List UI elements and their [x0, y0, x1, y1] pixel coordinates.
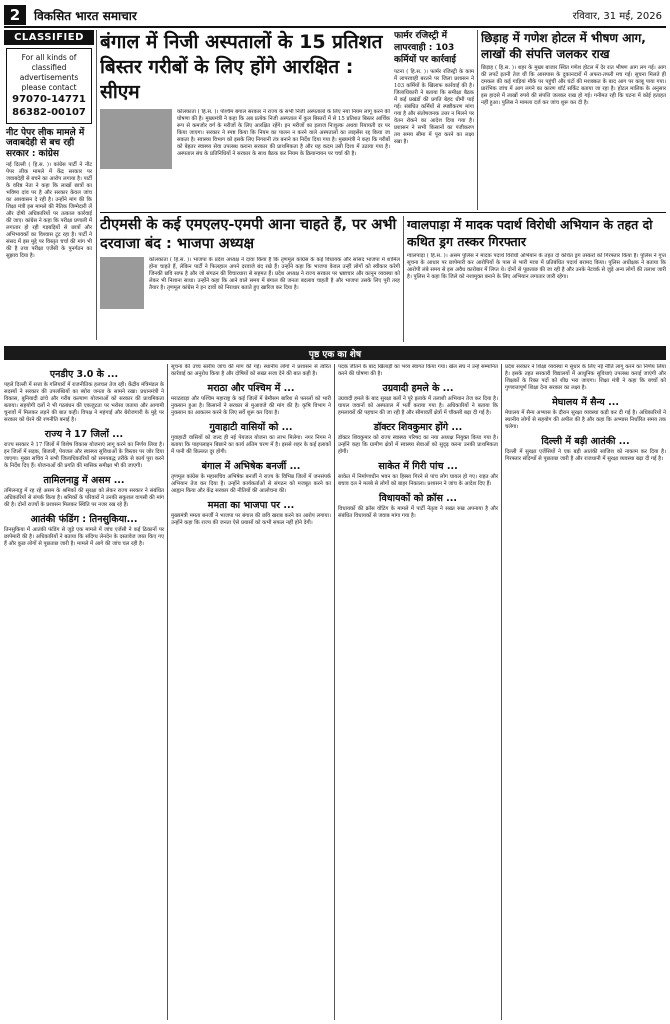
column-rule — [96, 30, 97, 340]
col2-body: सूचना की उच्च स्तरीय जांच की मांग की गई। स्थानीय लोगों ने प्रशासन से त्वरित कार्रवाई का अनुरोध किया है और दोषियों को सख्त सजा देने की बात कही है। — [171, 364, 331, 377]
classified-line: please contact — [21, 83, 77, 92]
drug-story — [407, 216, 666, 342]
continuation-col-2 — [171, 364, 331, 1020]
col1-heading: आतंकी फंडिंग : तिनसुकिया... — [30, 514, 138, 525]
paper-name: विकसित भारत समाचार — [34, 8, 137, 23]
continuation-col-1 — [4, 364, 164, 1020]
col1-body: पहले दिल्ली में सत्ता के गलियारों में राजनीतिक हलचल तेज रही। केंद्रीय मंत्रिमंडल के सदस्यों ने सरकार की उपलब्धियों का ब्योरा जनता के सामने रखा। प्रधानमंत्री ने विकास, बुनियादी ढांचे और गरीब कल्याण योजनाओं को सरकार की प्राथमिकता बताया। सहयोगी दलों ने भी गठबंधन की एकजुटता पर भरोसा जताया और आगामी चुनावों में मिलकर लड़ने की बात कही। विपक्ष ने महंगाई और बेरोजगारी के मुद्दे पर सरकार को घेरने की रणनीति बनाई है। — [4, 382, 164, 423]
classified-line: For all kinds of — [21, 53, 77, 62]
tmc-story — [100, 216, 400, 342]
fire-story-body: छिड़ाह ( हि.स. )। शहर के मुख्य बाजार स्थित गणेश होटल में देर रात भीषण आग लग गई। आग की लपटें इतनी तेज थीं कि आसपास के दुकानदारों में अफरा-तफरी मच गई। सूचना मिलते ही दमकल की कई गाड़ियां मौके पर पहुंचीं और घंटों की मशक्कत के बाद आग पर काबू पाया गया। प्रारंभिक जांच में आग लगने का कारण शॉर्ट सर्किट बताया जा रहा है। होटल मालिक के अनुसार इस हादसे में लाखों रुपये की संपत्ति जलकर राख हो गई। गनीमत रही कि घटना में कोई हताहत नहीं हुआ। पुलिस ने मामला दर्ज कर जांच शुरू कर दी है। — [481, 65, 666, 106]
col3-body: पदक जीतने के बाद खिलाड़ी का भव्य स्वागत किया गया। खेल संघ ने उन्हें सम्मानित करने की घोषणा की है। — [338, 364, 498, 377]
classified-phone: 97070-14771 — [12, 94, 86, 105]
farmer-story — [394, 30, 474, 210]
main-story-body: कोलकाता ( हि.स. )। पश्चिम बंगाल सरकार ने राज्य के सभी निजी अस्पतालों के लिए नया नियम लागू करने की घोषणा की है। मुख्यमंत्री ने कहा कि अब प्रत्येक निजी अस्पताल में कुल बिस्तरों में से 15 प्रतिशत बिस्तर आर्थिक रूप से कमजोर वर्ग के मरीजों के लिए आरक्षित रहेंगे। इन मरीजों का इलाज निःशुल्क अथवा रियायती दर पर किया जाएगा। सरकार ने स्पष्ट किया कि नियम का पालन न करने वाले अस्पतालों का लाइसेंस रद्द किया जा सकता है। स्वास्थ्य विभाग को इसके लिए निगरानी तंत्र बनाने का निर्देश दिया गया है। मुख्यमंत्री ने कहा कि गरीबों को बेहतर स्वास्थ्य सेवा उपलब्ध कराना सरकार की प्राथमिकता है और यह कदम उसी दिशा में उठाया गया है। अस्पताल संघ के प्रतिनिधियों ने सरकार के साथ बैठक कर नियम के क्रियान्वयन पर चर्चा की है। — [177, 109, 390, 157]
col3-heading: उग्रवादी हमले के ... — [382, 383, 454, 394]
col1-body: तमिलनाडु में रह रहे असम के श्रमिकों की सुरक्षा को लेकर राज्य सरकार ने संबंधित अधिकारियों से संपर्क किया है। श्रमिकों के परिवारों ने उनकी सकुशल वापसी की मांग की है। दोनों राज्यों के प्रशासन मिलकर स्थिति पर नजर रख रहे हैं। — [4, 488, 164, 508]
col3-body: उग्रवादी हमले के बाद सुरक्षा बलों ने पूरे इलाके में तलाशी अभियान तेज कर दिया है। घायल जवानों को अस्पताल में भर्ती कराया गया है। अधिकारियों ने बताया कि हमलावरों की पहचान की जा रही है और सीमावर्ती क्षेत्रों में चौकसी बढ़ा दी गई है। — [338, 396, 498, 416]
col1-body: राज्य सरकार ने 17 जिलों में विशेष विकास योजनाएं लागू करने का निर्णय लिया है। इन जिलों में सड़क, बिजली, पेयजल और स्वास्थ्य सुविधाओं के विस्तार पर जोर दिया जाएगा। मुख्य सचिव ने सभी जिलाधिकारियों को समयबद्ध तरीके से कार्य पूरा करने के निर्देश दिए हैं। योजनाओं की प्रगति की मासिक समीक्षा भी की जाएगी। — [4, 442, 164, 469]
col2-heading: मराठा और पश्चिम में ... — [207, 383, 295, 394]
col3-body: साकेत में निर्माणाधीन भवन का हिस्सा गिरने से पांच लोग घायल हो गए। राहत और बचाव दल ने मलबे से लोगों को बाहर निकाला। प्रशासन ने जांच के आदेश दिए हैं। — [338, 474, 498, 487]
main-story-headline: बंगाल में निजी अस्पतालों के 15 प्रतिशत बिस्तर गरीबों के लिए होंगे आरक्षित : सीएम — [100, 31, 383, 103]
col1-heading: राज्य ने 17 जिलों ... — [44, 429, 124, 440]
col4-body: दिल्ली में सुरक्षा एजेंसियों ने एक बड़ी आतंकी साजिश को नाकाम कर दिया है। गिरफ्तार संदिग्धों से पूछताछ जारी है और राजधानी में सुरक्षा व्यवस्था बढ़ा दी गई है। — [505, 449, 666, 462]
col1-heading: एनडीए 3.0 के ... — [49, 369, 119, 380]
dateline: रविवार, 31 मई, 2026 — [572, 11, 662, 22]
classified-line: classified — [31, 63, 67, 72]
farmer-story-headline: फार्मर रजिस्ट्री में लापरवाही : 103 कर्मियों पर कार्रवाई — [394, 31, 456, 65]
col3-heading: डॉक्टर शिवकुमार होंगे ... — [373, 422, 463, 433]
classified-box — [6, 48, 92, 124]
col3-body: विधायकों की क्रॉस वोटिंग के मामले में पार्टी नेतृत्व ने सख्त रुख अपनाया है और संबंधित विधायकों से जवाब मांगा गया है। — [338, 506, 498, 519]
farmer-story-body: पटना ( हि.स. )। फार्मर रजिस्ट्री के काम में लापरवाही बरतने पर जिला प्रशासन ने 103 कर्मियों के खिलाफ कार्रवाई की है। जिलाधिकारी ने बताया कि समीक्षा बैठक में कई प्रखंडों की प्रगति बेहद धीमी पाई गई। संबंधित कर्मियों से स्पष्टीकरण मांगा गया है और संतोषजनक उत्तर न मिलने पर वेतन रोकने का आदेश दिया गया है। प्रशासन ने सभी किसानों का पंजीकरण तय समय सीमा में पूरा करने का लक्ष्य रखा है। — [394, 69, 474, 145]
col3-heading: विधायकों को क्रॉस ... — [379, 493, 457, 504]
col2-body: मराठवाड़ा और पश्चिम महाराष्ट्र के कई जिलों में बेमौसम बारिश से फसलों को भारी नुकसान हुआ है। किसानों ने सरकार से मुआवजे की मांग की है। कृषि विभाग ने नुकसान का आकलन करने के लिए सर्वे शुरू कर दिया है। — [171, 396, 331, 416]
classified-tag: CLASSIFIED — [4, 30, 94, 45]
col2-heading: बंगाल में अभिषेक बनर्जी ... — [201, 461, 301, 472]
col2-heading: गुवाहाटी वासियों को ... — [209, 422, 293, 433]
main-story-photo — [100, 109, 172, 169]
tmc-story-headline: टीएमसी के कई एमएलए-एमपी आना चाहते हैं, पर अभी दरवाजा बंद : भाजपा अध्यक्ष — [100, 217, 397, 252]
column-rule — [334, 364, 335, 1020]
continuation-col-4 — [505, 364, 666, 1020]
col4-body: प्रदेश सरकार ने शिक्षा व्यवस्था में सुधार के लिए नई नीति लागू करने का निर्णय लिया है। इसके तहत सरकारी विद्यालयों में आधुनिक सुविधाएं उपलब्ध कराई जाएंगी और शिक्षकों के रिक्त पदों को शीघ्र भरा जाएगा। शिक्षा मंत्री ने कहा कि बच्चों को गुणवत्तापूर्ण शिक्षा देना सरकार का लक्ष्य है। — [505, 364, 666, 391]
col2-body: मुख्यमंत्री ममता बनर्जी ने भाजपा पर बंगाल की छवि खराब करने का आरोप लगाया। उन्होंने कहा कि राज्य की जनता ऐसे प्रयासों को कभी सफल नहीं होने देगी। — [171, 513, 331, 526]
col2-body: गुवाहाटी वासियों को जल्द ही नई पेयजल योजना का लाभ मिलेगा। नगर निगम ने बताया कि पाइपलाइन बिछाने का कार्य अंतिम चरण में है। इससे शहर के कई इलाकों में पानी की किल्लत दूर होगी। — [171, 435, 331, 455]
left-column — [4, 30, 94, 340]
column-rule — [501, 364, 502, 1020]
col4-heading: मेघालय में सैन्य ... — [552, 397, 619, 408]
drug-story-body: ग्वालपाड़ा ( हि.स. )। असम पुलिस ने मादक पदार्थ विरोधी अभियान के तहत दो कथित ड्रग तस्करों को गिरफ्तार किया है। पुलिस ने गुप्त सूचना के आधार पर छापेमारी कर आरोपियों के पास से भारी मात्रा में प्रतिबंधित पदार्थ बरामद किया। पुलिस अधीक्षक ने बताया कि आरोपी लंबे समय से इस अवैध कारोबार में लिप्त थे। दोनों से पूछताछ की जा रही है और उनके नेटवर्क से जुड़े अन्य लोगों की तलाश जारी है। पुलिस ने कहा कि जिले को नशामुक्त बनाने के लिए अभियान लगातार जारी रहेगा। — [407, 253, 666, 280]
fire-story — [481, 30, 666, 210]
col1-body: तिनसुकिया में आतंकी फंडिंग से जुड़े एक मामले में जांच एजेंसी ने कई ठिकानों पर छापेमारी की है। अधिकारियों ने बताया कि संदिग्ध लेनदेन के दस्तावेज जब्त किए गए हैं और कुछ लोगों से पूछताछ जारी है। मामले में आगे की जांच चल रही है। — [4, 527, 164, 547]
col2-heading: ममता का भाजपा पर ... — [207, 500, 295, 511]
col2-body: तृणमूल कांग्रेस के महासचिव अभिषेक बनर्जी ने राज्य के विभिन्न जिलों में जनसंपर्क अभियान तेज कर दिया है। उन्होंने कार्यकर्ताओं से संगठन को मजबूत करने का आह्वान किया और केंद्र सरकार की नीतियों की आलोचना की। — [171, 474, 331, 494]
left-story-headline: नीट पेपर लीक मामले में जवाबदेही से बच रही सरकार : कांग्रेस — [6, 128, 85, 159]
col1-heading: तामिलनाडु में असम ... — [43, 475, 125, 486]
col3-body: डॉक्टर शिवकुमार को राज्य स्वास्थ्य परिषद का नया अध्यक्ष नियुक्त किया गया है। उन्होंने कहा कि ग्रामीण क्षेत्रों में स्वास्थ्य सेवाओं को सुदृढ़ करना उनकी प्राथमिकता होगी। — [338, 435, 498, 455]
col3-heading: साकेत में गिरी पांच ... — [378, 461, 458, 472]
left-story-body: नई दिल्ली ( हि.स. )। कांग्रेस पार्टी ने नीट पेपर लीक मामले में केंद्र सरकार पर जवाबदेही से बचने का आरोप लगाया है। पार्टी के वरिष्ठ नेता ने कहा कि लाखों छात्रों का भविष्य दांव पर है और सरकार केवल जांच का आश्वासन दे रही है। उन्होंने मांग की कि शिक्षा मंत्री इस मामले की नैतिक जिम्मेदारी लें और दोषी अधिकारियों पर तत्काल कार्रवाई की जाए। कांग्रेस ने कहा कि परीक्षा प्रणाली में लगातार हो रही गड़बड़ियों से छात्रों और अभिभावकों का विश्वास टूट रहा है। पार्टी ने संसद में इस मुद्दे पर विस्तृत चर्चा की मांग भी की है तथा परीक्षा एजेंसी के पुनर्गठन का सुझाव दिया है। — [6, 162, 92, 260]
continuation-col-3 — [338, 364, 498, 1020]
tmc-story-body: कोलकाता ( हि.स. )। भाजपा के प्रदेश अध्यक्ष ने दावा किया है कि तृणमूल कांग्रेस के कई विधायक और सांसद भाजपा में शामिल होना चाहते हैं, लेकिन पार्टी ने फिलहाल अपने दरवाजे बंद रखे हैं। उन्होंने कहा कि भाजपा केवल उन्हीं लोगों को स्वीकार करेगी जिनकी छवि साफ है और जो संगठन की विचारधारा से सहमत हैं। प्रदेश अध्यक्ष ने राज्य सरकार पर भ्रष्टाचार और कानून व्यवस्था को लेकर भी निशाना साधा। उन्होंने कहा कि आने वाले समय में बंगाल की जनता बदलाव चाहती है और भाजपा उसके लिए पूरी तरह तैयार है। तृणमूल कांग्रेस ने इन दावों को निराधार बताते हुए खारिज कर दिया है। — [149, 257, 400, 291]
drug-story-headline: ग्वालपाड़ा में मादक पदार्थ विरोधी अभियान के तहत दो कथित ड्रग तस्कर गिरफ्तार — [407, 217, 653, 249]
masthead — [4, 4, 666, 28]
classified-line: advertisements — [19, 73, 79, 82]
column-rule — [403, 216, 404, 342]
col4-heading: दिल्ली में बड़ी आतंकी ... — [541, 436, 630, 447]
section-rule — [100, 212, 666, 213]
classified-phone: 86382-00107 — [12, 107, 86, 118]
column-rule — [477, 30, 478, 210]
main-story — [100, 30, 390, 210]
col4-body: मेघालय में सैन्य अभ्यास के दौरान सुरक्षा व्यवस्था कड़ी कर दी गई है। अधिकारियों ने स्थानीय लोगों से सहयोग की अपील की है और कहा कि अभ्यास निर्धारित समय तक चलेगा। — [505, 410, 666, 430]
tmc-story-photo — [100, 257, 144, 309]
page-number: 2 — [4, 5, 26, 25]
fire-story-headline: छिड़ाह में गणेश होटल में भीषण आग, लाखों की संपत्ति जलकर राख — [481, 31, 646, 61]
column-rule — [167, 364, 168, 1020]
continuation-band: पृष्ठ एक का शेष — [4, 346, 666, 360]
